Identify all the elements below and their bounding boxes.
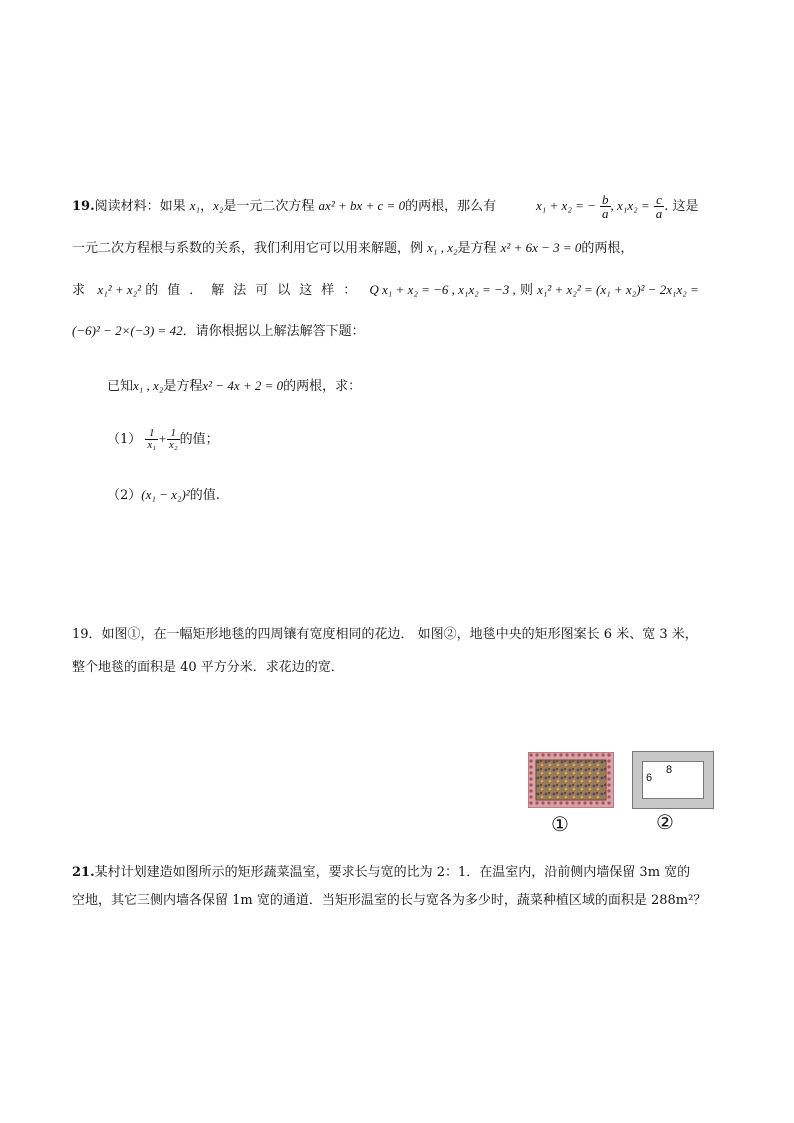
q19a-part1-fraction-2	[167, 428, 180, 451]
q21-line1	[72, 862, 690, 884]
fraction-denominator: a	[655, 206, 663, 221]
q19a-vieta-sum-fraction	[600, 193, 611, 220]
q19a-given-is-roots: 是方程	[163, 379, 203, 394]
q19a-given	[107, 375, 361, 397]
q19a-line4-calc: (−6)² − 2×(−3) = 42	[72, 323, 183, 338]
q19a-two-roots-then: 的两根，那么有	[405, 199, 497, 214]
q19a-line4	[72, 320, 365, 342]
q19a-line3-because: Q x₁ + x₂ = −6 , x₁x₂ = −3 ,	[369, 282, 516, 297]
q19a-line2-end: 的两根，	[581, 241, 634, 256]
q21-line1-text: 某村计划建造如图所示的矩形蔬菜温室，要求长与宽的比为 2：1．在温室内，沿前侧内墙保留 3m 宽的	[94, 865, 691, 880]
fraction-denominator: a	[602, 206, 609, 221]
q19a-given-suffix: 的两根，求：	[283, 379, 362, 394]
q19a-part2	[107, 484, 220, 506]
q19a-part1-suffix: 的值；	[179, 432, 219, 447]
q19a-intro: 阅读材料：如果	[94, 199, 186, 214]
q19a-part1-plus: +	[158, 431, 167, 446]
q19a-line3-text: 的值．解法可以这样：	[145, 283, 366, 298]
q21-line2: 空地，其它三侧内墙各保留 1m 宽的通道．当矩形温室的长与宽各为多少时，蔬菜种植区域的面积是 288m²？	[72, 893, 707, 908]
q19a-vieta-sum-lhs: x₁ + x₂ = −	[536, 198, 596, 213]
fig1-label: ①	[551, 812, 569, 836]
carpet-figure	[528, 752, 614, 808]
fig2-label: ②	[656, 810, 674, 834]
q19a-line2	[72, 237, 633, 259]
carpet-illustration	[528, 752, 614, 808]
q19a-part1	[107, 422, 219, 456]
q19a-given-equation: x² − 4x + 2 = 0	[202, 378, 284, 393]
q19a-x2: x₂	[213, 198, 224, 213]
q19b-line2: 整个地毯的面积是 40 平方分米．求花边的宽．	[72, 660, 344, 675]
q19a-given-prefix: 已知	[107, 379, 134, 394]
q19a-line3	[72, 279, 699, 301]
q19a-part2-suffix: 的值.	[189, 488, 220, 503]
q19a-quadratic: ax² + bx + c = 0	[318, 198, 406, 213]
fraction-numerator: c	[656, 192, 662, 207]
frame-inner	[642, 761, 704, 799]
q19a-is-roots-of: 是一元二次方程	[223, 199, 315, 214]
q19a-line3-ask: 求	[72, 283, 86, 298]
fraction-numerator: 1	[149, 427, 155, 439]
q19a-x1: x₁	[189, 198, 201, 213]
fraction-denominator: x₁	[147, 439, 157, 451]
q19a-line4-text: ．请你根据以上解法解答下题：	[182, 324, 365, 339]
frame-number-8: 8	[666, 764, 673, 776]
q19a-line1: 19.阅读材料：如果 x₁，x₂是一元二次方程 ax² + bx + c = 0的两根，那么有	[72, 198, 497, 214]
frame-figure	[632, 751, 714, 809]
q19a-vieta	[536, 189, 699, 223]
q19a-vieta-prod-lhs: , x₁x₂ =	[610, 198, 650, 213]
fraction-denominator: x₂	[168, 439, 178, 451]
fraction-numerator: 1	[170, 427, 177, 439]
frame-number-6: 6	[646, 772, 653, 784]
q19a-this-is: . 这是	[664, 199, 699, 214]
q19a-part1-label: （1）	[107, 432, 142, 447]
q19a-line2-text: 一元二次方程根与系数的关系，我们利用它可以用来解题，例	[72, 241, 424, 256]
q19a-part1-fraction-1	[145, 428, 158, 451]
q19a-line3-then: 则	[519, 283, 533, 298]
q21-number: 21.	[72, 865, 95, 880]
q19a-part2-expr: (x₁ − x₂)²	[141, 487, 190, 502]
q19a-line3-calc: x₁² + x₂² = (x₁ + x₂)² − 2x₁x₂ =	[537, 282, 699, 297]
fraction-numerator: b	[602, 192, 609, 207]
q19b-line1: 19．如图①，在一幅矩形地毯的四周镶有宽度相同的花边． 如图②，地毯中央的矩形图案长 6 米、宽 3 米，	[72, 627, 698, 642]
q19a-given-roots: x₁ , x₂	[133, 378, 164, 393]
q19a-vieta-prod-fraction	[654, 193, 665, 220]
q19a-line2-equation: x² + 6x − 3 = 0	[500, 240, 582, 255]
q19a-number: 19.	[72, 199, 95, 214]
q19a-part2-label: （2）	[107, 488, 142, 503]
q19a-line3-expr: x₁² + x₂²	[97, 282, 142, 297]
q19a-line2-is-roots: 是方程	[457, 241, 497, 256]
q19a-line2-roots: x₁ , x₂	[427, 240, 458, 255]
